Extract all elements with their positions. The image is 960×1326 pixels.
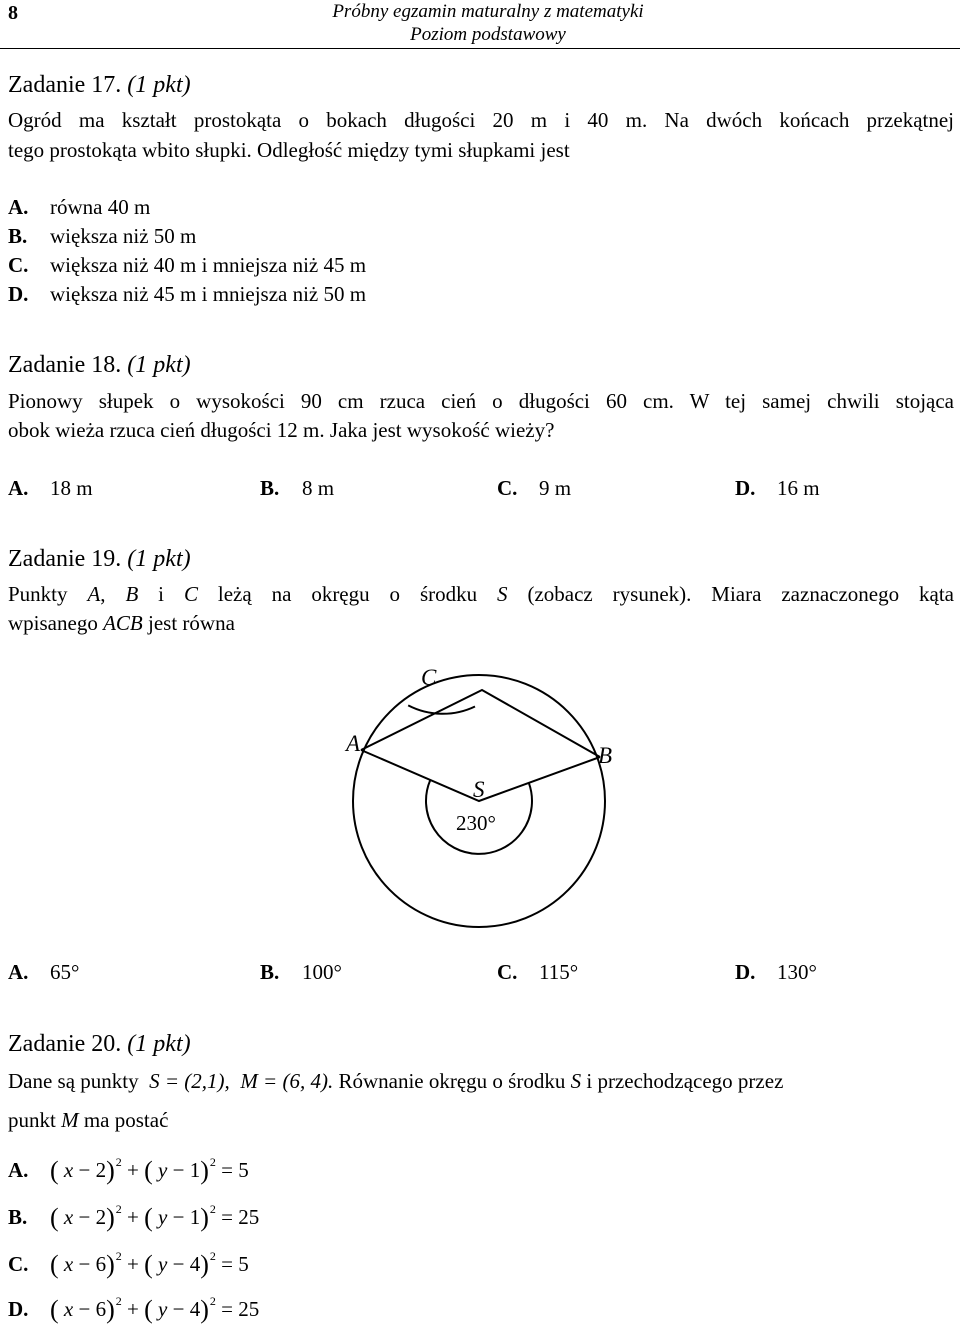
eq-b: 4 <box>189 1252 201 1276</box>
task18-option-a[interactable] <box>8 476 93 501</box>
option-letter: A. <box>8 476 29 500</box>
task17-points: (1 pkt) <box>127 72 191 98</box>
text: Równanie okręgu o środku <box>338 1069 566 1093</box>
text: leżą na okręgu o środku <box>197 582 498 606</box>
task20-option-d[interactable]: D. ( x − 6)$^2$ + ( y − 4)$^2$ = 25 <box>8 1294 260 1324</box>
task17-option-a[interactable] <box>8 195 150 220</box>
task18-option-b[interactable] <box>260 476 334 501</box>
text: (zobacz rysunek). Miara zaznaczonego kąta <box>507 582 954 606</box>
label-c: C <box>421 665 437 690</box>
task19-option-b[interactable] <box>260 960 342 985</box>
text: wpisanego <box>8 611 104 635</box>
center-s: S <box>570 1069 582 1093</box>
task19-option-d[interactable] <box>735 960 817 985</box>
text: i <box>138 582 184 606</box>
task17-option-b[interactable] <box>8 224 196 249</box>
task20-option-a[interactable]: A. ( x − 2)$^2$ + ( y − 1)$^2$ = 5 <box>8 1155 249 1185</box>
task18-line1: Pionowy słupek o wysokości 90 cm rzuca cień o długości 60 cm. W tej samej chwili stojąca <box>8 389 954 413</box>
option-letter: C. <box>497 476 518 500</box>
task19-line2 <box>8 611 235 636</box>
eq-r: 5 <box>238 1252 249 1276</box>
label-a: A <box>346 731 361 756</box>
option-letter: B. <box>8 1205 28 1229</box>
text: Dane są punkty <box>8 1069 139 1093</box>
point-m-def: M = (6, 4). <box>240 1069 334 1093</box>
option-text: 65° <box>50 960 80 984</box>
eq-r: 5 <box>238 1158 249 1182</box>
option-letter: A. <box>8 960 29 984</box>
task18-option-d[interactable] <box>735 476 820 501</box>
text: , <box>100 582 126 606</box>
task17-option-d[interactable] <box>8 282 366 307</box>
header-subtitle: Poziom podstawowy <box>410 24 566 45</box>
point-m: M <box>61 1108 79 1132</box>
task20-title: Zadanie 20. <box>8 1031 122 1057</box>
option-letter: A. <box>8 195 29 219</box>
chords-ac-cb <box>361 690 600 757</box>
eq-a: 6 <box>95 1252 107 1276</box>
task19-option-c[interactable] <box>497 960 578 985</box>
option-letter: C. <box>497 960 518 984</box>
eq-b: 1 <box>189 1205 201 1229</box>
option-text: większa niż 45 m i mniejsza niż 50 m <box>50 282 367 306</box>
option-letter: D. <box>735 476 756 500</box>
option-letter: D. <box>8 1297 29 1321</box>
task20-line1 <box>8 1069 783 1094</box>
option-letter: D. <box>735 960 756 984</box>
point-s: S <box>497 582 508 606</box>
task20-line2 <box>8 1108 168 1133</box>
option-text: równa 40 m <box>50 195 151 219</box>
task19-option-a[interactable] <box>8 960 79 985</box>
option-text: 18 m <box>50 476 93 500</box>
option-letter: B. <box>260 476 280 500</box>
task19-heading <box>8 546 191 573</box>
task18-heading <box>8 352 191 379</box>
text: Punkty <box>8 582 88 606</box>
page-number: 8 <box>8 2 18 24</box>
option-text: 16 m <box>777 476 820 500</box>
option-letter: B. <box>260 960 280 984</box>
eq-r: 25 <box>238 1297 260 1321</box>
option-text: 100° <box>302 960 342 984</box>
circle-figure <box>300 655 630 945</box>
task19-title: Zadanie 19. <box>8 546 122 572</box>
task18-option-c[interactable] <box>497 476 571 501</box>
central-angle-label: 230° <box>456 811 496 835</box>
text: jest równa <box>142 611 235 635</box>
text: punkt <box>8 1108 56 1132</box>
option-letter: C. <box>8 253 29 277</box>
eq-a: 2 <box>95 1158 107 1182</box>
task20-option-b[interactable]: B. ( x − 2)$^2$ + ( y − 1)$^2$ = 25 <box>8 1202 260 1232</box>
task19-points: (1 pkt) <box>127 546 191 572</box>
option-text: większa niż 50 m <box>50 224 197 248</box>
point-a: A <box>87 582 101 606</box>
text: ma postać <box>83 1108 169 1132</box>
point-c: C <box>183 582 198 606</box>
task17-line2: tego prostokąta wbito słupki. Odległość między tymi słupkami jest <box>8 138 570 162</box>
eq-a: 2 <box>95 1205 107 1229</box>
text: i przechodzącego przez <box>586 1069 784 1093</box>
eq-b: 1 <box>189 1158 201 1182</box>
option-text: 115° <box>539 960 579 984</box>
option-text: 8 m <box>302 476 335 500</box>
eq-r: 25 <box>238 1205 260 1229</box>
task20-option-c[interactable]: C. ( x − 6)$^2$ + ( y − 4)$^2$ = 5 <box>8 1249 249 1279</box>
task19-line1 <box>8 582 954 607</box>
task17-title: Zadanie 17. <box>8 72 122 98</box>
task20-heading <box>8 1031 191 1058</box>
label-b: B <box>598 743 613 768</box>
eq-a: 6 <box>95 1297 107 1321</box>
option-letter: C. <box>8 1252 29 1276</box>
task18-line2: obok wieża rzuca cień długości 12 m. Jaka jest wysokość wieży? <box>8 418 555 442</box>
task17-line1: Ogród ma kształt prostokąta o bokach długości 20 m i 40 m. Na dwóch końcach przekątnej <box>8 108 954 132</box>
label-s: S <box>473 777 485 802</box>
header-title: Próbny egzamin maturalny z matematyki <box>332 1 644 22</box>
angle-name: ACB <box>103 611 143 635</box>
option-letter: B. <box>8 224 28 248</box>
task20-points: (1 pkt) <box>127 1031 191 1057</box>
task17-option-c[interactable] <box>8 253 366 278</box>
option-text: 130° <box>777 960 817 984</box>
option-letter: D. <box>8 282 29 306</box>
option-text: większa niż 40 m i mniejsza niż 45 m <box>50 253 367 277</box>
task18-points: (1 pkt) <box>127 352 191 378</box>
task18-title: Zadanie 18. <box>8 352 122 378</box>
option-letter: A. <box>8 1158 29 1182</box>
point-b: B <box>125 582 139 606</box>
option-text: 9 m <box>539 476 572 500</box>
task17-heading <box>8 72 191 99</box>
point-s-def: S = (2,1), <box>149 1069 230 1093</box>
eq-b: 4 <box>189 1297 201 1321</box>
header-rule <box>0 48 960 49</box>
